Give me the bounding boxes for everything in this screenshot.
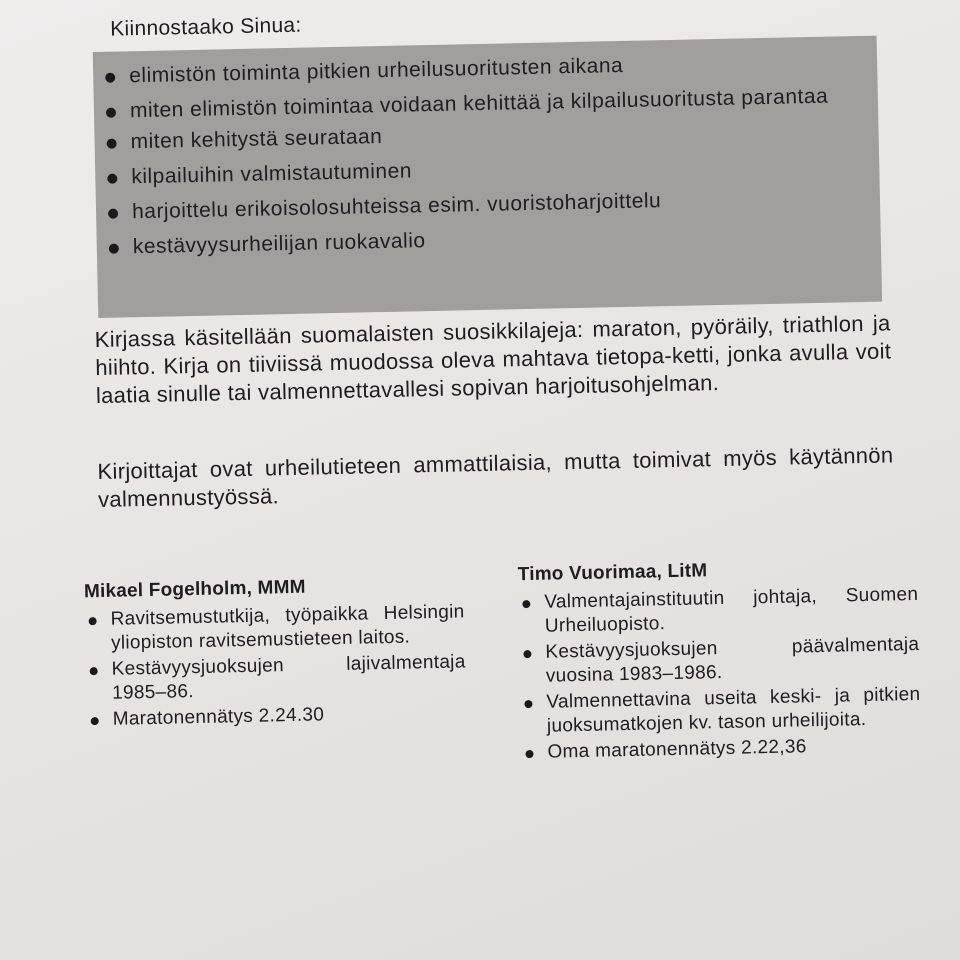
author-point — [84, 600, 465, 656]
bullet-icon — [91, 717, 99, 725]
author-vuorimaa — [518, 555, 922, 767]
bullet-icon — [109, 244, 119, 254]
author-name: Mikael Fogelholm, MMM — [83, 576, 306, 603]
bullet-icon — [105, 73, 115, 83]
interest-item — [97, 219, 881, 260]
interest-text: harjoittelu erikoisolosuhteissa esim. vuoristoharjoittelu — [131, 189, 662, 224]
bullet-icon — [524, 700, 532, 708]
author-point-text: Oma maratonennätys 2.22,36 — [547, 736, 807, 763]
bullet-icon — [89, 617, 97, 625]
author-points — [84, 600, 467, 732]
author-point-text: Ravitsemustutkija, työpaikka Helsingin yliopiston ravitsemustieteen laitos. — [110, 601, 465, 654]
author-point-text: Kestävyysjuoksujen päävalmentaja vuosina 1983–1986. — [545, 633, 920, 687]
bullet-icon — [107, 139, 117, 149]
interest-item — [96, 184, 880, 225]
author-point — [518, 583, 919, 639]
bullet-icon — [525, 750, 533, 758]
author-point-text: Valmennettavina useita keski- ja pitkien juoksumatkojen kv. tason urheilijoita. — [546, 683, 921, 737]
bullet-icon — [523, 650, 531, 658]
author-point-text: Valmentajainstituutin johtaja, Suomen Urheiluopisto. — [544, 583, 919, 637]
interest-text: miten kehitystä seurataan — [130, 125, 383, 154]
bullet-icon — [90, 667, 98, 675]
description-paragraph: Kirjassa käsitellään suomalaisten suosikkilajeja: maraton, pyöräily, triathlon ja hiihto. Kirja on tiiviissä muodossa oleva mahtava tietopa-ketti, jonka avulla voit laatia sinulle tai valmennettavallesi sopivan harjoitusohjelman. — [94, 310, 892, 409]
author-point — [86, 700, 466, 732]
bullet-icon — [107, 174, 117, 184]
author-point — [520, 683, 921, 739]
interest-text: kestävyysurheilijan ruokavalio — [132, 229, 426, 259]
bullet-icon — [106, 108, 116, 118]
interests-box — [93, 36, 882, 318]
bullet-icon — [108, 209, 118, 219]
author-points — [518, 583, 922, 765]
interest-text: kilpailuihin valmistautuminen — [131, 159, 413, 189]
intro-heading: Kiinnostaako Sinua: — [110, 13, 302, 41]
interest-item — [93, 48, 877, 89]
author-point-text: Maratonennätys 2.24.30 — [112, 704, 325, 730]
author-point — [519, 633, 920, 689]
interest-text: elimistön toiminta pitkien urheilusuoritusten aikana — [128, 53, 624, 88]
interest-text: miten elimistön toimintaa voidaan kehittää ja kilpailusuoritusta parantaa — [129, 84, 829, 123]
author-fogelholm — [84, 572, 467, 734]
author-point — [85, 650, 466, 706]
authors-paragraph: Kirjoittajat ovat urheilutieteen ammattilaisia, mutta toimivat myös käytännön valmennustyössä. — [97, 442, 894, 513]
interest-item — [95, 149, 879, 190]
author-name: Timo Vuorimaa, LitM — [517, 560, 708, 586]
bullet-icon — [522, 600, 530, 608]
interests-list — [93, 36, 881, 260]
author-point-text: Kestävyysjuoksujen lajivalmentaja 1985–86. — [111, 651, 466, 704]
